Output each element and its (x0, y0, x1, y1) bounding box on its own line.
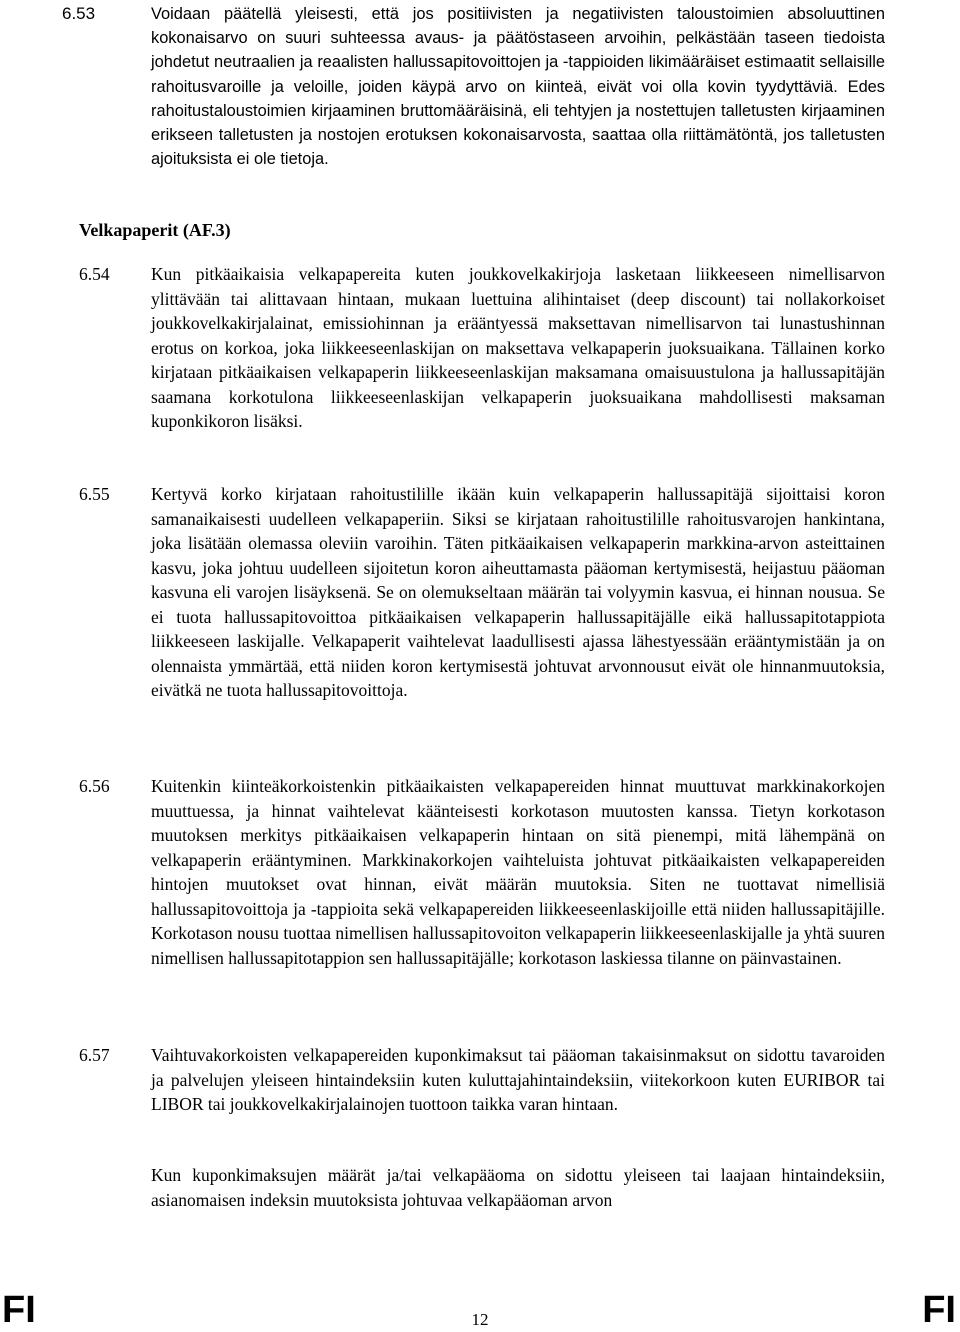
paragraph-text: Kertyvä korko kirjataan rahoitustilille ikään kuin velkapaperin hallussapitäjä sijoittaisi koron samanaikaisesti uudelleen velkapaperiin. Siksi se kirjataan rahoitustilille rahoitusvarojen hankintana, joka lisätään olemassa oleviin varoihin. Täten pitkäaikaisen velkapaperin markkina-arvon asteittainen kasvu, joka johtuu uudelleen sijoitetun koron aiheuttamasta pääoman kertymisestä, heijastuu pääoman kasvuna eli varojen lisäyksenä. Se on olemukseltaan määrän tai volyymin kasvua, ei hinnan nousua. Se ei tuota hallussapitovoittoa pitkäaikaisen velkapaperin hallussapitäjälle eikä hallussapitotappiota liikkeeseen laskijalle. Velkapaperit vaihtelevat laadullisesti ajassa lähestyessään erääntymistään ja on olennaista ymmärtää, että niiden koron kertymisestä johtuvat arvonnousut eivät ole hinnanmuutoksia, eivätkä ne tuota hallussapitovoittoja. (151, 484, 885, 700)
paragraph-text: Kuitenkin kiinteäkorkoistenkin pitkäaikaisten velkapapereiden hinnat muuttuvat markkinakorkojen muuttuessa, ja hinnat vaihtelevat käänteisesti korkotason muutosten kanssa. Tietyn korkotason muutoksen merkitys pitkäaikaisen velkapaperin hintaan on sitä pienempi, mitä lähempänä on velkapaperin erääntyminen. Markkinakorkojen vaihteluista johtuvat pitkäaikaisten velkapapereiden hintojen muutokset ovat hinnan, eivät määrän muutoksia. Siten ne tuottavat nimellisiä hallussapitovoittoja ja -tappioita sekä velkapapereiden liikkeeseenlaskijoille että niiden hallussapitäjille. Korkotason nousu tuottaa nimellisen hallussapitovoiton velkapaperin liikkeeseenlaskijalle ja yhtä suuren nimellisen hallussapitotappion sen hallussapitäjälle; korkotason laskiessa tilanne on päinvastainen. (151, 776, 885, 968)
paragraph-text: Vaihtuvakorkoisten velkapapereiden kuponkimaksut tai pääoman takaisinmaksut on sidottu tavaroiden ja palvelujen yleiseen hintaindeksiin kuten kuluttajahintaindeksiin, viitekorkoon kuten EURIBOR tai LIBOR tai joukkovelkakirjalainojen tuottoon taikka varan hintaan. (151, 1045, 885, 1114)
paragraph-number: 6.56 (79, 776, 110, 796)
paragraph-text: Voidaan päätellä yleisesti, että jos positiivisten ja negatiivisten taloustoimien absoluuttinen kokonaisarvo on suuri suhteessa avaus- ja päätöstaseen arvoihin, pelkästään taseen tiedoista johdetut neutraalien ja reaalisten hallussapitovoittojen ja -tappioiden likimääräiset estimaatit sellaisille rahoitusvaroille ja veloille, joiden käypä arvo on kiinteä, eivät voi olla kovin tyydyttäviä. Edes rahoitustaloustoimien kirjaaminen bruttomääräisinä, eli tehtyjen ja nostettujen talletusten kirjaaminen erikseen talletusten ja nostojen erotuksen kokonaisarvosta, saattaa olla riittämätöntä, jos talletusten ajoituksista ei ole tietoja. (151, 5, 885, 169)
paragraph-number: 6.57 (79, 1045, 110, 1065)
section-heading: Velkapaperit (AF.3) (79, 220, 231, 240)
page-number: 12 (471, 1310, 489, 1329)
paragraph-text: Kun kuponkimaksujen määrät ja/tai velkapääoma on sidottu yleiseen tai laajaan hintaindeksiin, asianomaisen indeksin muutoksista johtuvaa velkapääoman arvon (151, 1165, 885, 1210)
paragraph-number: 6.53 (62, 4, 96, 23)
paragraph-text: Kun pitkäaikaisia velkapapereita kuten joukkovelkakirjoja lasketaan liikkeeseen nimellisarvon ylittävään tai alittavaan hintaan, mukaan luettuina alihintaiset (deep discount) tai nollakorkoiset joukkovelkakirjalainat, emissiohinnan ja erääntyessä maksettavan nimellisarvon tai lunastushinnan erotus on korkoa, joka liikkeeseenlaskijan on maksettava velkapaperin juoksuaikana. Tällainen korko kirjataan pitkäaikaisen velkapaperin liikkeeseenlaskijan maksamana omaisuustulona ja hallussapitäjän saamana korkotulona liikkeeseenlaskijan velkapaperin juoksuaikana mahdollisesti maksaman kuponkikoron lisäksi. (151, 264, 885, 431)
footer-language-left: FI (2, 1289, 36, 1331)
paragraph-number: 6.55 (79, 484, 110, 504)
footer-language-right: FI (922, 1289, 956, 1331)
paragraph-number: 6.54 (79, 264, 110, 284)
